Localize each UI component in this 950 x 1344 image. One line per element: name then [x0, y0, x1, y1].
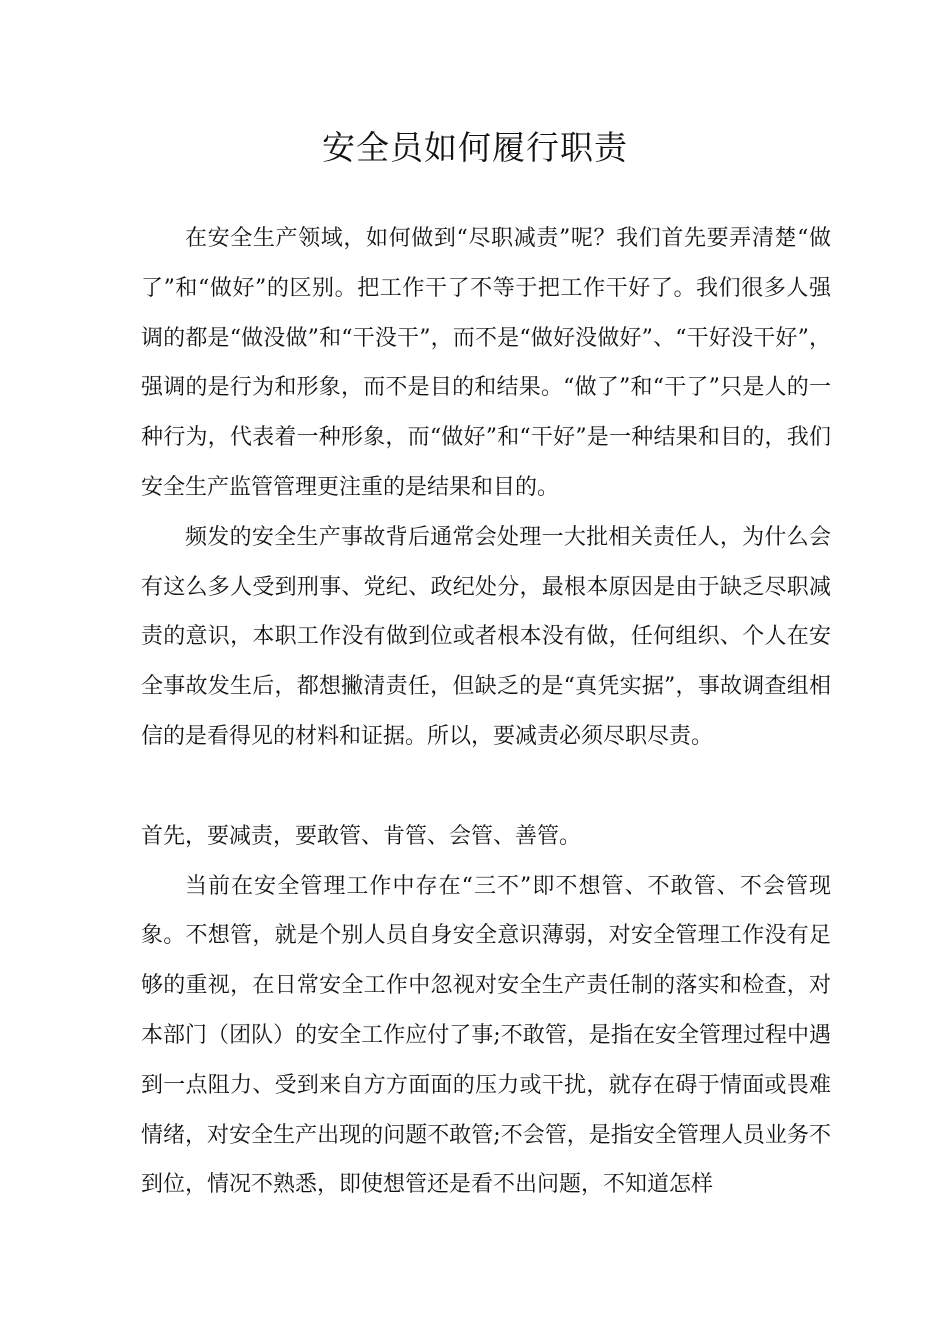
paragraph-2: 频发的安全生产事故背后通常会处理一大批相关责任人，为什么会有这么多人受到刑事、党纪、政纪处分，最根本原因是由于缺乏尽职减责的意识，本职工作没有做到位或者根本没有做，任何组织、个人在安全事故发生后，都想撇清责任，但缺乏的是“真凭实据”，事故调查组相信的是看得见的材料和证据。所以，要减责必须尽职尽责。: [141, 524, 831, 749]
paragraph-1: 在安全生产领域，如何做到“尽职减责”呢？我们首先要弄清楚“做了”和“做好”的区别。把工作干了不等于把工作干好了。我们很多人强调的都是“做没做”和“干没干”，而不是“做好没做好”、“干好没干好”，强调的是行为和形象，而不是目的和结果。“做了”和“干了”只是人的一种行为，代表着一种形象，而“做好”和“干好”是一种结果和目的，我们安全生产监管管理更注重的是结果和目的。: [141, 226, 831, 500]
paragraph-spacer: [141, 762, 831, 812]
document-body: [141, 214, 831, 1210]
section-heading: 首先，要减责，要敢管、肯管、会管、善管。: [141, 823, 582, 849]
paragraph-3: 当前在安全管理工作中存在“三不”即不想管、不敢管、不会管现象。不想管，就是个别人员自身安全意识薄弱，对安全管理工作没有足够的重视，在日常安全工作中忽视对安全生产责任制的落实和检查，对本部门（团队）的安全工作应付了事;不敢管，是指在安全管理过程中遇到一点阻力、受到来自方方面面的压力或干扰，就存在碍于情面或畏难情绪，对安全生产出现的问题不敢管;不会管，是指安全管理人员业务不到位，情况不熟悉，即使想管还是看不出问题，不知道怎样: [141, 873, 831, 1198]
document-title: 安全员如何履行职责: [322, 128, 628, 167]
